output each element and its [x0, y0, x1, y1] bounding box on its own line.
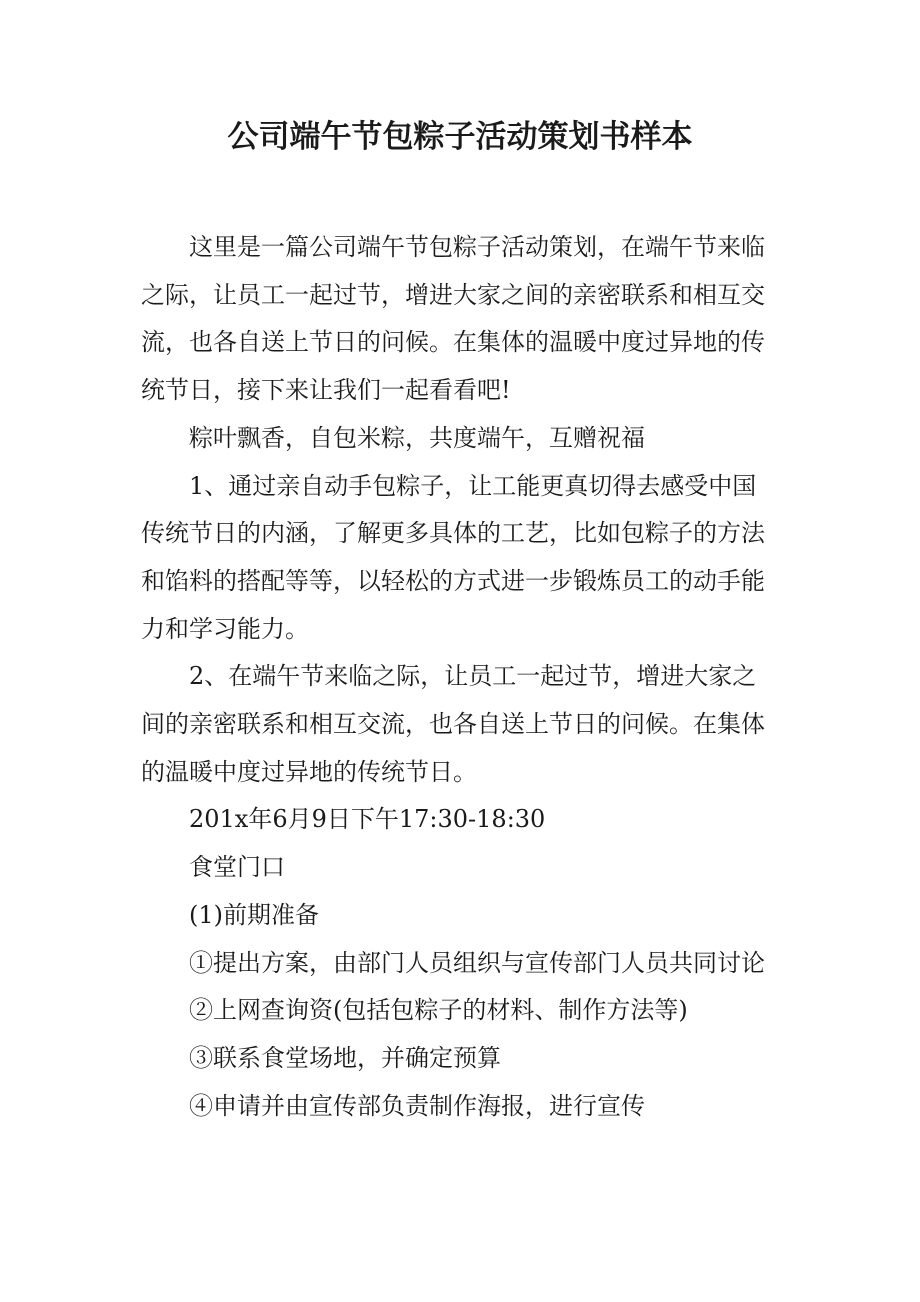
intro-paragraph: 这里是一篇公司端午节包粽子活动策划，在端午节来临之际，让员工一起过节，增进大家之间的亲密联系和相互交流，也各自送上节日的问候。在集体的温暖中度过异地的传统节日，接下来让我们一起看看吧!	[141, 233, 765, 405]
document-title: 公司端午节包粽子活动策划书样本	[227, 119, 693, 155]
location-paragraph: 食堂门口	[189, 853, 285, 882]
purpose-paragraph-2: 2、在端午节来临之际，让员工一起过节，增进大家之间的亲密联系和相互交流，也各自送上节日的问候。在集体的温暖中度过异地的传统节日。	[141, 662, 765, 786]
section-heading-preparation: (1)前期准备	[189, 900, 319, 929]
prep-item-4: ④申请并由宣传部负责制作海报，进行宣传	[189, 1091, 645, 1120]
prep-item-3: ③联系食堂场地，并确定预算	[189, 1043, 501, 1072]
purpose-paragraph-1: 1、通过亲自动手包粽子，让工能更真切得去感受中国传统节日的内涵，了解更多具体的工艺，比如包粽子的方法和馅料的搭配等等，以轻松的方式进一步锻炼员工的动手能力和学习能力。	[141, 471, 765, 643]
prep-item-1: ①提出方案，由部门人员组织与宣传部门人员共同讨论	[189, 948, 765, 977]
time-paragraph: 201x年6月9日下午17:30-18:30	[189, 805, 546, 834]
document-body	[141, 224, 773, 1130]
prep-item-2: ②上网查询资(包括包粽子的材料、制作方法等)	[189, 996, 688, 1025]
theme-paragraph: 粽叶飘香，自包米粽，共度端午，互赠祝福	[189, 423, 645, 452]
